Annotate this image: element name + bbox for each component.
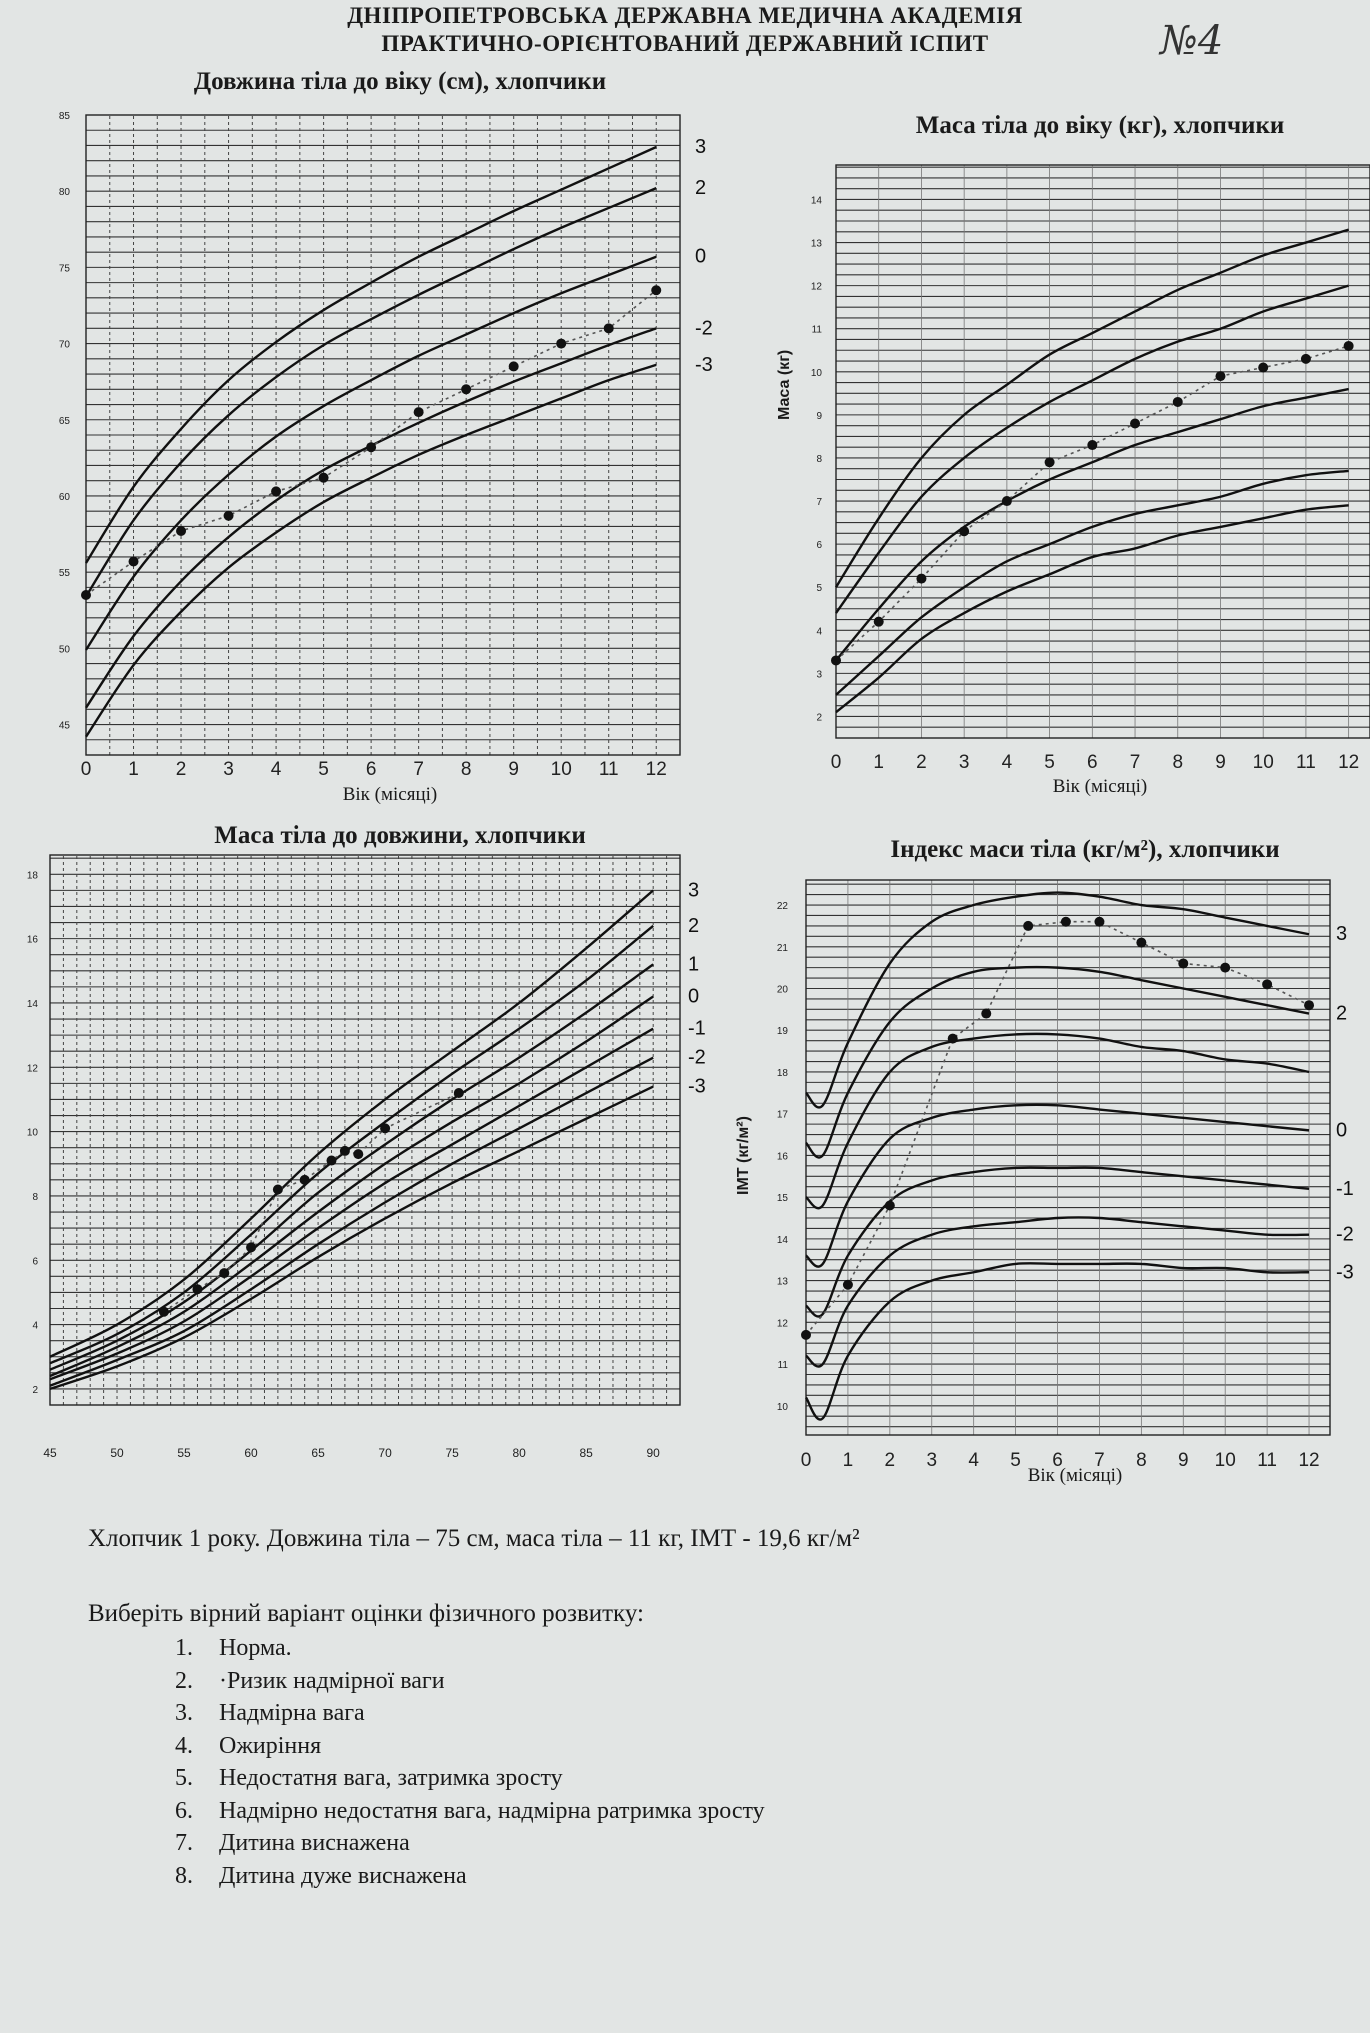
answer-option-text: Дитина дуже виснажена: [219, 1862, 467, 1889]
patient-data-point: [1094, 917, 1104, 927]
x-tick-label: 11: [598, 759, 619, 780]
curve-label: -3: [695, 353, 713, 376]
patient-data-point: [380, 1123, 390, 1133]
patient-data-point: [1258, 362, 1268, 372]
x-tick-label: 12: [645, 759, 667, 780]
y-tick-label: 2: [816, 712, 822, 724]
y-tick-label: 6: [816, 540, 822, 552]
answer-option-2[interactable]: [175, 1665, 765, 1698]
plot-frame: [50, 855, 680, 1405]
patient-data-point: [273, 1185, 283, 1195]
x-tick-label: 0: [80, 759, 92, 780]
patient-data-point: [509, 361, 519, 371]
curve-label: 1: [688, 953, 700, 976]
chart-wfl-title: Маса тіла до довжини, хлопчики: [214, 822, 586, 849]
patient-data-point: [81, 590, 91, 600]
patient-data-point: [1215, 371, 1225, 381]
x-tick-label: 50: [110, 1446, 124, 1460]
patient-data-point: [1130, 418, 1140, 428]
y-tick-label: 75: [58, 263, 70, 275]
curve-label: 2: [688, 914, 700, 937]
patient-data-point: [1304, 1000, 1314, 1010]
y-tick-label: 17: [776, 1109, 788, 1121]
x-tick-label: 45: [43, 1446, 57, 1460]
x-tick-label: 0: [800, 1450, 812, 1471]
y-tick-label: 4: [816, 626, 822, 638]
x-tick-label: 4: [270, 759, 282, 780]
x-tick-label: 0: [830, 752, 842, 773]
x-tick-label: 8: [1172, 752, 1184, 773]
patient-data-point: [874, 617, 884, 627]
y-tick-label: 5: [816, 583, 822, 595]
x-tick-label: 6: [365, 759, 377, 780]
x-tick-label: 8: [460, 759, 472, 780]
curve-label: -1: [688, 1017, 706, 1040]
patient-data-point: [454, 1088, 464, 1098]
patient-data-point: [224, 511, 234, 521]
z-score-curve: [50, 890, 653, 1356]
x-tick-label: 9: [1177, 1450, 1189, 1471]
x-tick-label: 11: [1257, 1450, 1277, 1471]
patient-data-point: [461, 384, 471, 394]
x-tick-label: 10: [1214, 1450, 1236, 1471]
answer-option-4[interactable]: [175, 1730, 765, 1763]
answer-option-number: 5.: [175, 1765, 193, 1791]
patient-data-point: [176, 526, 186, 536]
y-tick-label: 14: [776, 1234, 788, 1246]
x-tick-label: 10: [1252, 752, 1274, 773]
x-tick-label: 3: [926, 1450, 938, 1471]
y-tick-label: 8: [32, 1191, 38, 1203]
header-institution: ДНІПРОПЕТРОВСЬКА ДЕРЖАВНА МЕДИЧНА АКАДЕМІЯ: [347, 3, 1023, 28]
y-tick-label: 10: [776, 1401, 788, 1413]
answer-option-text: Недостатня вага, затримка зросту: [219, 1765, 563, 1791]
patient-data-point: [1136, 938, 1146, 948]
curve-label: -2: [695, 317, 713, 340]
x-tick-label: 4: [1001, 752, 1013, 773]
chart-weight-xlabel: Вік (місяці): [1052, 776, 1148, 797]
header-exam: ПРАКТИЧНО-ОРІЄНТОВАНИЙ ДЕРЖАВНИЙ ІСПИТ: [381, 31, 989, 56]
x-tick-label: 9: [1215, 752, 1226, 773]
patient-data-point: [556, 339, 566, 349]
x-tick-label: 1: [128, 759, 139, 780]
y-tick-label: 7: [816, 497, 822, 509]
question-prompt: Виберіть вірний варіант оцінки фізичного розвитку:: [88, 1600, 644, 1627]
answer-option-number: 3.: [175, 1700, 193, 1726]
x-tick-label: 8: [1136, 1450, 1147, 1471]
answer-option-3[interactable]: [175, 1697, 765, 1730]
y-tick-label: 11: [811, 324, 822, 336]
answer-option-text: Дитина виснажена: [219, 1830, 410, 1856]
patient-data-point: [219, 1268, 229, 1278]
x-tick-label: 2: [916, 752, 927, 773]
answer-option-number: 8.: [175, 1862, 193, 1889]
patient-data-point: [981, 1009, 991, 1019]
y-tick-label: 3: [816, 669, 822, 681]
patient-data-point: [326, 1156, 336, 1166]
curve-label: 0: [1336, 1119, 1348, 1142]
y-tick-label: 60: [58, 491, 70, 503]
y-tick-label: 14: [26, 998, 38, 1010]
patient-data-point: [1002, 496, 1012, 506]
x-tick-label: 10: [550, 759, 572, 780]
curve-label: 0: [688, 985, 700, 1008]
chart-weight-for-length: [20, 840, 740, 1480]
patient-data-point: [885, 1200, 895, 1210]
y-tick-label: 12: [810, 281, 822, 293]
x-tick-label: 3: [958, 752, 970, 773]
chart-bmi-xlabel: Вік (місяці): [1027, 1465, 1123, 1486]
y-tick-label: 16: [26, 934, 38, 946]
answer-option-7[interactable]: [175, 1827, 765, 1860]
x-tick-label: 3: [223, 759, 234, 780]
y-tick-label: 9: [816, 410, 822, 422]
x-tick-label: 80: [512, 1446, 526, 1460]
patient-data-point: [353, 1149, 363, 1159]
y-tick-label: 22: [776, 901, 788, 913]
curve-label: -2: [688, 1046, 706, 1069]
x-tick-label: 55: [177, 1446, 191, 1460]
y-tick-label: 10: [810, 367, 822, 379]
y-tick-label: 14: [810, 195, 822, 207]
patient-data-point: [192, 1284, 202, 1294]
patient-data-point: [651, 285, 661, 295]
x-tick-label: 2: [884, 1450, 896, 1471]
x-tick-label: 9: [508, 759, 519, 780]
patient-data-point: [1023, 921, 1033, 931]
y-tick-label: 8: [816, 453, 822, 465]
y-tick-label: 20: [776, 984, 788, 996]
y-tick-label: 4: [32, 1320, 38, 1332]
x-tick-label: 5: [318, 759, 329, 780]
x-tick-label: 6: [1052, 1450, 1063, 1471]
x-tick-label: 12: [1298, 1450, 1320, 1471]
x-tick-label: 5: [1010, 1450, 1021, 1471]
patient-data-point: [1262, 979, 1272, 989]
answer-options: [175, 1632, 765, 1892]
patient-data-point: [1344, 341, 1354, 351]
y-tick-label: 13: [776, 1276, 788, 1288]
answer-option-number: 7.: [175, 1830, 193, 1856]
curve-label: -1: [1336, 1177, 1354, 1200]
curve-label: -3: [1336, 1261, 1354, 1284]
x-tick-label: 11: [1296, 752, 1316, 773]
curve-label: 0: [695, 245, 707, 268]
answer-option-number: 1.: [175, 1635, 193, 1661]
chart-length-for-age: [20, 100, 720, 840]
y-tick-label: 15: [776, 1193, 788, 1205]
x-tick-label: 65: [311, 1446, 325, 1460]
patient-data-point: [271, 486, 281, 496]
patient-data-point: [1061, 917, 1071, 927]
chart-length-title: Довжина тіла до віку (см), хлопчики: [193, 68, 607, 95]
patient-data-point: [916, 574, 926, 584]
y-tick-label: 55: [58, 568, 70, 580]
y-tick-label: 11: [777, 1360, 788, 1372]
patient-data-point: [1173, 397, 1183, 407]
y-tick-label: 85: [58, 111, 70, 122]
patient-data-point: [801, 1330, 811, 1340]
y-tick-label: 65: [58, 415, 70, 427]
x-tick-label: 60: [244, 1446, 258, 1460]
patient-data-point: [831, 655, 841, 665]
patient-data-point: [366, 442, 376, 452]
x-tick-label: 70: [378, 1446, 392, 1460]
answer-option-number: 6.: [175, 1797, 193, 1824]
y-tick-label: 18: [776, 1067, 788, 1079]
x-tick-label: 5: [1044, 752, 1055, 773]
y-tick-label: 2: [32, 1384, 38, 1396]
curve-label: 2: [695, 177, 707, 200]
x-tick-label: 6: [1087, 752, 1098, 773]
patient-data-point: [1301, 354, 1311, 364]
patient-data-point: [604, 323, 614, 333]
y-tick-label: 10: [26, 1127, 38, 1139]
answer-option-text: Ожиріння: [219, 1732, 322, 1759]
curve-label: 3: [695, 136, 707, 158]
y-tick-label: 13: [810, 238, 822, 250]
x-tick-label: 7: [1129, 752, 1141, 773]
x-tick-label: 7: [1094, 1450, 1105, 1471]
answer-option-text: ·Ризик надмірної ваги: [219, 1667, 445, 1694]
y-tick-label: 6: [32, 1256, 38, 1268]
patient-data-point: [1045, 457, 1055, 467]
x-tick-label: 1: [842, 1450, 854, 1471]
patient-data-point: [843, 1280, 853, 1290]
patient-data-point: [159, 1307, 169, 1317]
patient-data-point: [1087, 440, 1097, 450]
chart-bmi-title: Індекс маси тіла (кг/м²), хлопчики: [890, 836, 1280, 863]
z-score-curve: [50, 1029, 653, 1380]
chart-weight-title: Маса тіла до віку (кг), хлопчики: [915, 112, 1285, 139]
y-tick-label: 45: [58, 720, 70, 732]
patient-data-point: [948, 1034, 958, 1044]
x-tick-label: 75: [445, 1446, 459, 1460]
y-tick-label: 50: [58, 644, 70, 656]
answer-option-8[interactable]: [175, 1860, 765, 1893]
curve-label: 3: [1336, 923, 1348, 946]
x-tick-label: 85: [579, 1446, 593, 1460]
curve-label: -2: [1336, 1223, 1354, 1246]
y-tick-label: 18: [26, 870, 38, 882]
patient-data-point: [300, 1175, 310, 1185]
chart-weight-ylabel: Маса (кг): [776, 349, 793, 420]
answer-option-text: Надмірна вага: [219, 1700, 365, 1726]
x-tick-label: 90: [646, 1446, 660, 1460]
answer-option-text: Норма.: [219, 1635, 292, 1661]
patient-data-point: [414, 407, 424, 417]
y-tick-label: 19: [776, 1026, 788, 1038]
curve-label: -3: [688, 1075, 706, 1098]
x-tick-label: 2: [175, 759, 187, 780]
curve-label: 2: [1336, 1002, 1348, 1025]
y-tick-label: 70: [58, 339, 70, 351]
patient-description: Хлопчик 1 року. Довжина тіла – 75 см, маса тіла – 11 кг, ІМТ - 19,6 кг/м²: [88, 1525, 860, 1552]
patient-data-point: [340, 1146, 350, 1156]
chart-bmi-ylabel: ІМТ (кг/м²): [735, 1116, 752, 1195]
answer-option-number: 4.: [175, 1732, 193, 1759]
y-tick-label: 16: [776, 1151, 788, 1163]
answer-option-6[interactable]: [175, 1795, 765, 1828]
y-tick-label: 80: [58, 187, 70, 199]
answer-option-1[interactable]: [175, 1632, 765, 1665]
y-tick-label: 12: [26, 1063, 38, 1075]
z-score-curve: [50, 926, 653, 1363]
patient-data-point: [959, 526, 969, 536]
y-tick-label: 21: [776, 942, 788, 954]
answer-option-number: 2.: [175, 1667, 193, 1694]
patient-data-point: [1178, 958, 1188, 968]
chart-weight-for-age: [760, 150, 1370, 800]
chart-length-xlabel: Вік (місяці): [342, 784, 438, 805]
patient-data-point: [246, 1242, 256, 1252]
plot-frame: [806, 880, 1330, 1435]
patient-data-point: [1220, 963, 1230, 973]
answer-option-5[interactable]: [175, 1762, 765, 1795]
patient-data-point: [129, 556, 139, 566]
chart-bmi-for-age: [740, 860, 1370, 1510]
x-tick-label: 4: [968, 1450, 979, 1471]
x-tick-label: 1: [873, 752, 885, 773]
handwritten-number: №4: [1160, 18, 1224, 64]
y-tick-label: 12: [776, 1318, 788, 1330]
curve-label: 3: [688, 879, 700, 902]
x-tick-label: 7: [413, 759, 424, 780]
answer-option-text: Надмірно недостатня вага, надмірна ратримка зросту: [219, 1797, 765, 1824]
patient-data-point: [319, 473, 329, 483]
x-tick-label: 12: [1338, 752, 1360, 773]
z-score-curve: [50, 997, 653, 1377]
